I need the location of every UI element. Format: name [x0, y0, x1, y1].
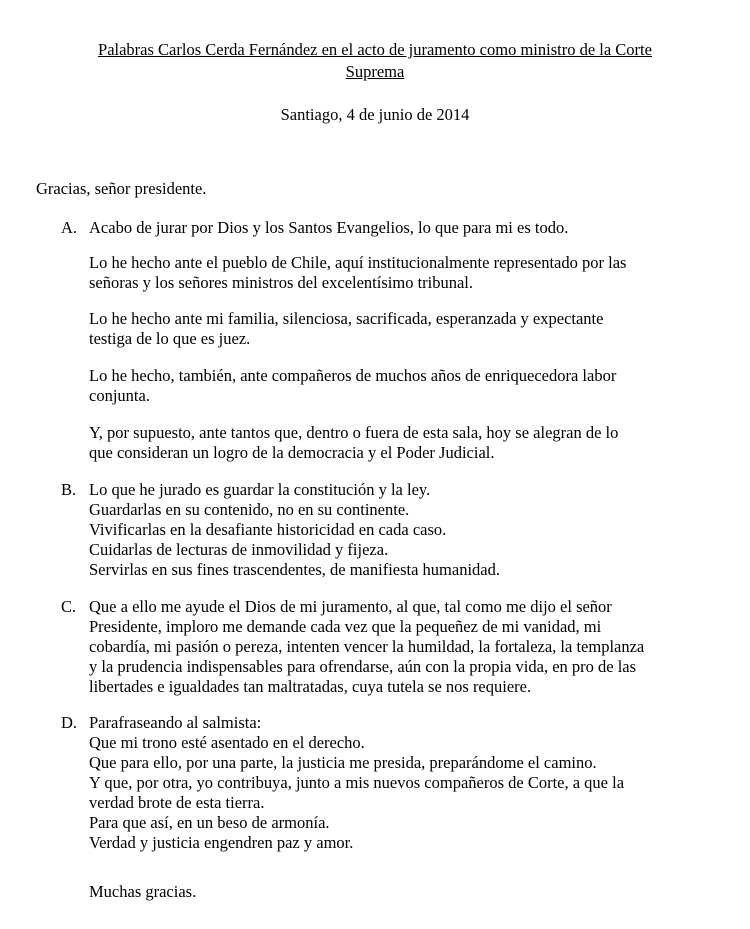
section-a-paragraph-5	[89, 423, 709, 463]
section-a-paragraph-2	[89, 253, 709, 293]
text-line: Lo he hecho ante mi familia, silenciosa, sacrificada, esperanzada y expectante	[89, 309, 604, 328]
closing-text: Muchas gracias.	[89, 882, 197, 901]
section-marker-b: B.	[61, 480, 77, 499]
section-marker-a: A.	[61, 218, 78, 237]
section-a-paragraph-4	[89, 366, 709, 406]
section-marker-d: D.	[61, 713, 78, 732]
text-line: testiga de lo que es juez.	[89, 329, 251, 348]
text-line: señoras y los señores ministros del excelentísimo tribunal.	[89, 273, 474, 292]
text-line: Lo he hecho ante el pueblo de Chile, aquí institucionalmente representado por las	[89, 253, 627, 272]
text-line: Servirlas en sus fines trascendentes, de manifiesta humanidad.	[89, 560, 501, 579]
section-a-paragraph-3	[89, 309, 709, 349]
text-line: Que para ello, por una parte, la justicia me presida, preparándome el camino.	[89, 753, 597, 772]
text-line: Verdad y justicia engendren paz y amor.	[89, 833, 354, 852]
text-line: Lo que he jurado es guardar la constitución y la ley.	[89, 480, 431, 499]
document-title	[40, 39, 710, 83]
text-line: Y que, por otra, yo contribuya, junto a mis nuevos compañeros de Corte, a que la	[89, 773, 625, 792]
text-line: Parafraseando al salmista:	[89, 713, 262, 732]
section-d-text	[89, 713, 709, 853]
text-line: libertades e igualdades tan maltratadas, cuya tutela se nos requiere.	[89, 677, 532, 696]
text-line: Guardarlas en su contenido, no en su continente.	[89, 500, 410, 519]
text-line: Presidente, imploro me demande cada vez que la pequeñez de mi vanidad, mi	[89, 617, 602, 636]
text-line: Que mi trono esté asentado en el derecho.	[89, 733, 365, 752]
text-line: Vivificarlas en la desafiante historicidad en cada caso.	[89, 520, 447, 539]
text-line: conjunta.	[89, 386, 150, 405]
section-c-text	[89, 597, 709, 697]
text-line: Cuidarlas de lecturas de inmovilidad y fijeza.	[89, 540, 389, 559]
title-line: Palabras Carlos Cerda Fernández en el acto de juramento como ministro de la Corte	[98, 40, 652, 59]
text-line: cobardía, mi pasión o pereza, intenten vencer la humildad, la fortaleza, la templanza	[89, 637, 645, 656]
text-line: Y, por supuesto, ante tantos que, dentro o fuera de esta sala, hoy se alegran de lo	[89, 423, 619, 442]
title-line: Suprema	[345, 62, 405, 81]
text-line: Para que así, en un beso de armonía.	[89, 813, 330, 832]
section-a-paragraph-1	[89, 218, 709, 238]
text-line: y la prudencia indispensables para ofrendarse, aún con la propia vida, en pro de las	[89, 657, 637, 676]
text-line: Lo he hecho, también, ante compañeros de muchos años de enriquecedora labor	[89, 366, 617, 385]
section-b-text	[89, 480, 709, 580]
text-line: que consideran un logro de la democracia y el Poder Judicial.	[89, 443, 495, 462]
document-date: Santiago, 4 de junio de 2014	[280, 105, 470, 124]
text-line: Acabo de jurar por Dios y los Santos Evangelios, lo que para mi es todo.	[89, 218, 569, 237]
text-line: verdad brote de esta tierra.	[89, 793, 265, 812]
greeting: Gracias, señor presidente.	[36, 179, 207, 198]
section-marker-c: C.	[61, 597, 77, 616]
text-line: Que a ello me ayude el Dios de mi juramento, al que, tal como me dijo el señor	[89, 597, 612, 616]
